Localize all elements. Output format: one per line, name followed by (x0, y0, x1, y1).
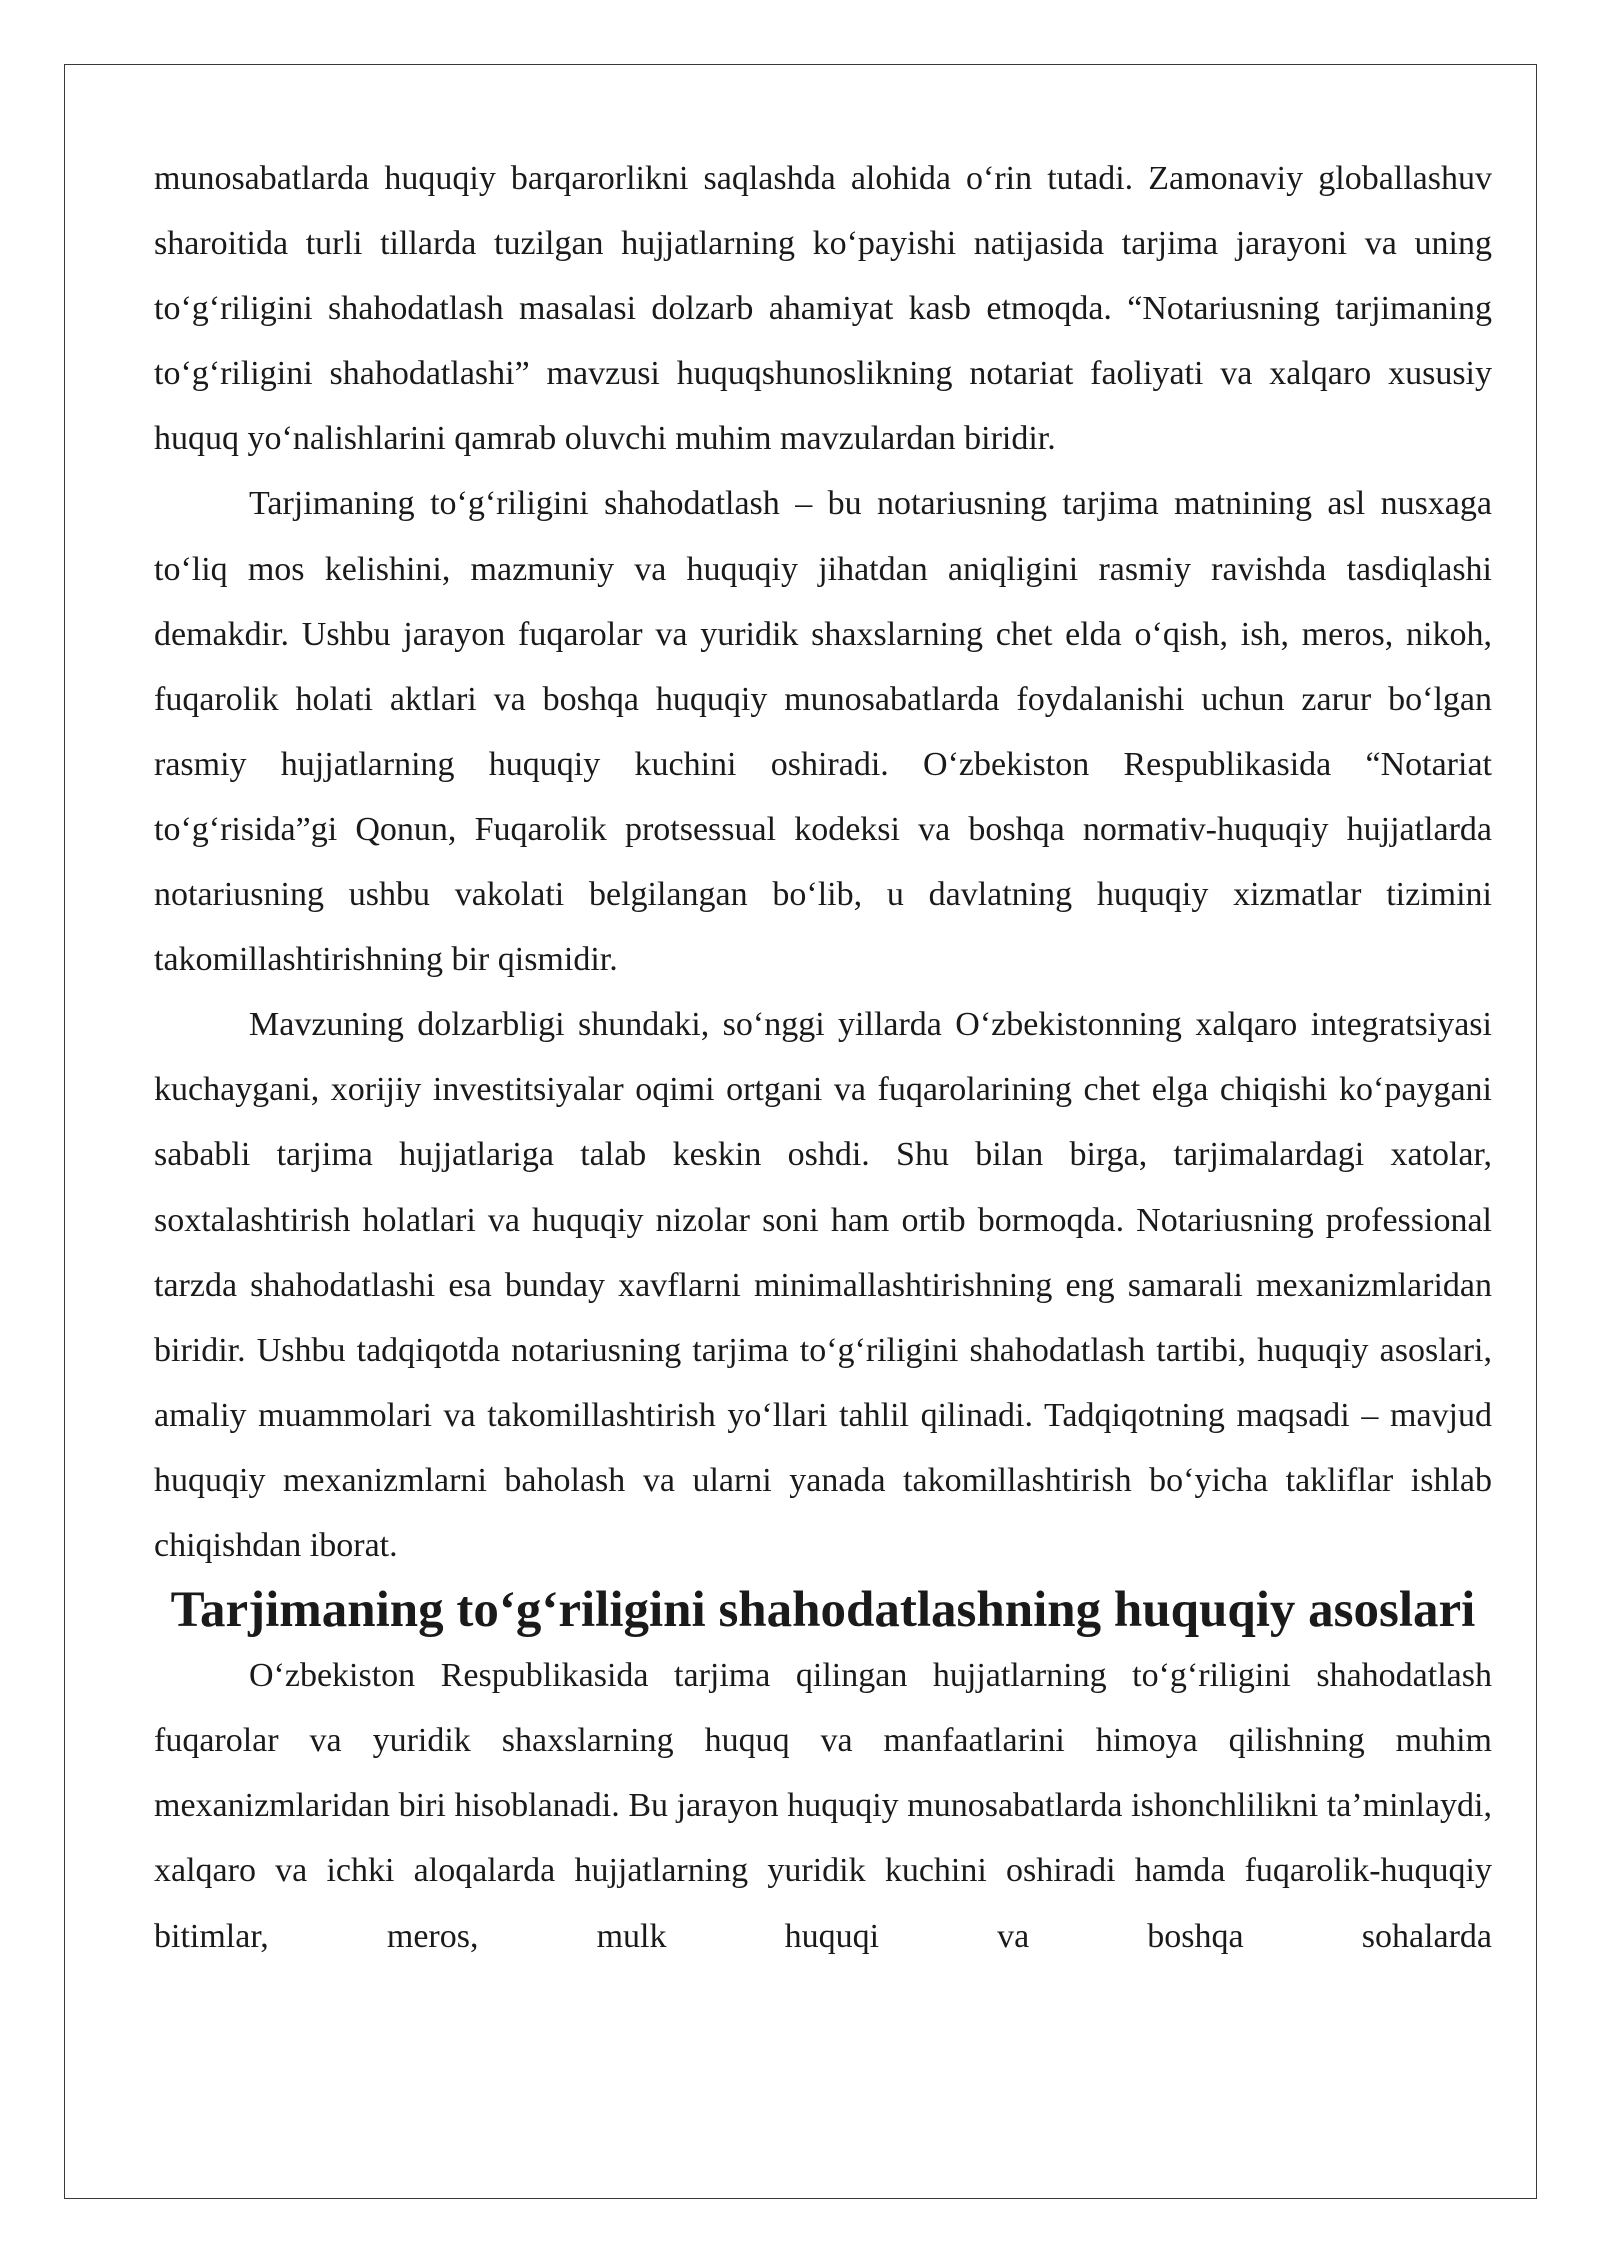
paragraph-relevance: Mavzuning dolzarbligi shundaki, so‘nggi yillarda O‘zbekistonning xalqaro integratsiyasi kuchaygani, xorijiy investitsiyalar oqimi ortgani va fuqarolarining chet elga chiqishi ko‘paygani sababli tarjima hujjatlariga talab keskin oshdi. Shu bilan birga, tarjimalardagi xatolar, soxtalashtirish holatlari va huquqiy nizolar soni ham ortib bormoqda. Notariusning professional tarzda shahodatlashi esa bunday xavflarni minimallashtirishning eng samarali mexanizmlaridan biridir. Ushbu tadqiqotda notariusning tarjima to‘g‘riligini shahodatlash tartibi, huquqiy asoslari, amaliy muammolari va takomillashtirish yo‘llari tahlil qilinadi. Tadqiqotning maqsadi – mavjud huquqiy mexanizmlarni baholash va ularni yanada takomillashtirish bo‘yicha takliflar ishlab chiqishdan iborat. (154, 1006, 1492, 1564)
paragraph-legal-basis: O‘zbekiston Respublikasida tarjima qilingan hujjatlarning to‘g‘riligini shahodatlash fuqarolar va yuridik shaxslarning huquq va manfaatlarini himoya qilishning muhim mexanizmlaridan biri hisoblanadi. Bu jarayon huquqiy munosabatlarda ishonchlilikni ta’minlaydi, xalqaro va ichki aloqalarda hujjatlarning yuridik kuchini oshiradi hamda fuqarolik-huquqiy bitimlar, meros, mulk huquqi va boshqa sohalarda (154, 1657, 1492, 1955)
paragraph-definition: Tarjimaning to‘g‘riligini shahodatlash – bu notariusning tarjima matnining asl nusxaga to‘liq mos kelishini, mazmuniy va huquqiy jihatdan aniqligini rasmiy ravishda tasdiqlashi demakdir. Ushbu jarayon fuqarolar va yuridik shaxslarning chet elda o‘qish, ish, meros, nikoh, fuqarolik holati aktlari va boshqa huquqiy munosabatlarda foydalanishi uchun zarur bo‘lgan rasmiy hujjatlarning huquqiy kuchini oshiradi. O‘zbekiston Respublikasida “Notariat to‘g‘risida”gi Qonun, Fuqarolik protsessual kodeksi va boshqa normativ-huquqiy hujjatlarda notariusning ushbu vakolati belgilangan bo‘lib, u davlatning huquqiy xizmatlar tizimini takomillashtirishning bir qismidir. (154, 485, 1492, 979)
paragraph-intro-continuation: munosabatlarda huquqiy barqarorlikni saqlashda alohida o‘rin tutadi. Zamonaviy globallashuv sharoitida turli tillarda tuzilgan hujjatlarning ko‘payishi natijasida tarjima jarayoni va uning to‘g‘riligini shahodatlash masalasi dolzarb ahamiyat kasb etmoqda. “Notariusning tarjimaning to‘g‘riligini shahodatlashi” mavzusi huquqshunoslikning notariat faoliyati va xalqaro xususiy huquq yo‘nalishlarini qamrab oluvchi muhim mavzulardan biridir. (154, 160, 1492, 458)
section-heading: Tarjimaning to‘g‘riligini shahodatlashning huquqiy asoslari (170, 1582, 1476, 1639)
document-body (154, 146, 1492, 1969)
